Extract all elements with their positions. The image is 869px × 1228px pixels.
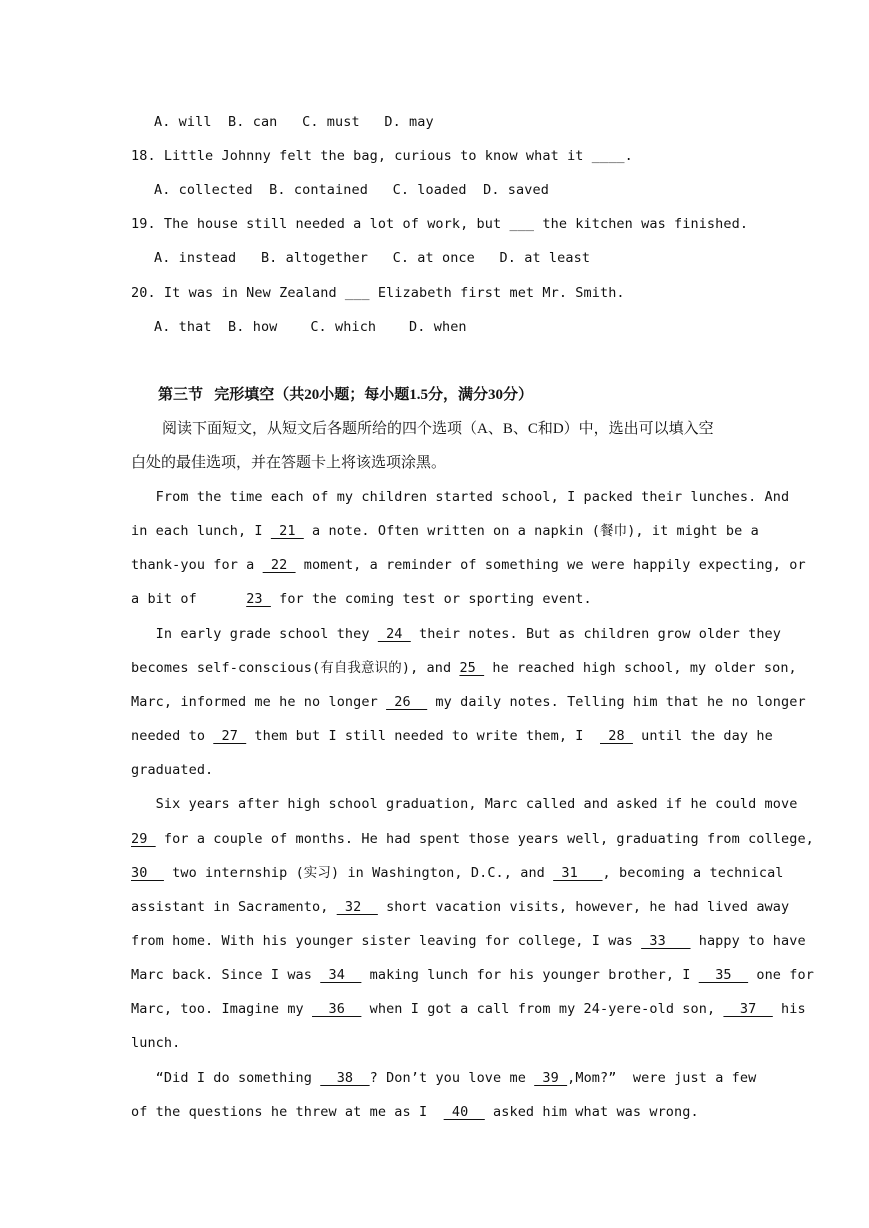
- passage-text: ? Don’t you love me: [369, 1070, 535, 1086]
- answer-options: A. that B. how C. which D. when: [154, 319, 467, 335]
- passage-text: From the time each of my children started school, I packed their lunches. And: [131, 489, 790, 505]
- passage-line: [131, 897, 790, 917]
- passage-text: needed to: [131, 728, 214, 744]
- passage-line: [131, 521, 759, 541]
- answer-blank[interactable]: 21: [270, 523, 304, 539]
- question-text: 19. The house still needed a lot of work, but ___ the kitchen was finished.: [131, 216, 749, 232]
- passage-text: Marc, too. Imagine my: [131, 1001, 313, 1017]
- passage-text: for the coming test or sporting event.: [270, 591, 592, 607]
- passage-line: [131, 965, 814, 985]
- question-text: 18. Little Johnny felt the bag, curious to know what it ____.: [131, 148, 633, 164]
- passage-line: [131, 863, 784, 883]
- passage-line: [131, 999, 806, 1019]
- answer-options: A. instead B. altogether C. at once D. at least: [154, 250, 591, 266]
- passage-line: [131, 487, 790, 507]
- passage-text: for a couple of months. He had spent those years well, graduating from college,: [155, 831, 814, 847]
- passage-line: [131, 794, 798, 814]
- answer-blank[interactable]: 26: [386, 694, 428, 710]
- passage-text: , becoming a technical: [602, 865, 784, 881]
- passage-text: Marc back. Since I was: [131, 967, 321, 983]
- question-text: 20. It was in New Zealand ___ Elizabeth first met Mr. Smith.: [131, 285, 625, 301]
- passage-text: a bit of: [131, 591, 247, 607]
- passage-text: of the questions he threw at me as I: [131, 1104, 444, 1120]
- passage-text: graduated.: [131, 762, 214, 778]
- answer-blank[interactable]: 22: [262, 557, 296, 573]
- passage-line: [131, 726, 773, 746]
- passage-text: his: [772, 1001, 806, 1017]
- passage-text: making lunch for his younger brother, I: [361, 967, 699, 983]
- passage-text: in each lunch, I: [131, 523, 271, 539]
- passage-line: [131, 829, 814, 849]
- passage-line: [131, 692, 806, 712]
- section-title: 第三节 完形填空（共20小题；每小题1.5分，满分30分）: [158, 387, 534, 403]
- passage-text: “Did I do something: [131, 1070, 321, 1086]
- passage-text: becomes self-conscious(有自我意识的), and: [131, 660, 460, 676]
- passage-text: moment, a reminder of something we were happily expecting, or: [295, 557, 806, 573]
- answer-blank[interactable]: 35: [698, 967, 749, 983]
- instruction-line: 白处的最佳选项，并在答题卡上将该选项涂黑。: [131, 455, 447, 471]
- passage-text: two internship (实习) in Washington, D.C., and: [163, 865, 554, 881]
- passage-line: [131, 658, 797, 678]
- passage-text: one for: [748, 967, 814, 983]
- passage-text: Marc, informed me he no longer: [131, 694, 387, 710]
- answer-blank[interactable]: 25: [459, 660, 485, 676]
- answer-blank[interactable]: 24: [377, 626, 411, 642]
- passage-line: [131, 1102, 737, 1122]
- passage-line: [131, 931, 806, 951]
- answer-blank[interactable]: 39: [534, 1070, 568, 1086]
- answer-blank[interactable]: 29: [131, 831, 156, 847]
- answer-blank[interactable]: 32: [336, 899, 378, 915]
- instruction-line: 阅读下面短文，从短文后各题所给的四个选项（A、B、C和D）中，选出可以填入空: [162, 421, 714, 437]
- passage-text: In early grade school they: [131, 626, 378, 642]
- passage-text: Six years after high school graduation, Marc called and asked if he could move: [131, 796, 798, 812]
- passage-text: assistant in Sacramento,: [131, 899, 337, 915]
- passage-line: [131, 555, 806, 575]
- passage-text: lunch.: [131, 1035, 181, 1051]
- answer-blank[interactable]: 34: [320, 967, 362, 983]
- passage-text: when I got a call from my 24-yere-old son,: [361, 1001, 724, 1017]
- passage-text: their notes. But as children grow older they: [410, 626, 782, 642]
- answer-blank[interactable]: 27: [213, 728, 247, 744]
- passage-text: happy to have: [690, 933, 806, 949]
- passage-line: [131, 1068, 757, 1088]
- passage-text: them but I still needed to write them, I: [246, 728, 600, 744]
- passage-text: until the day he: [632, 728, 773, 744]
- answer-blank[interactable]: 36: [312, 1001, 362, 1017]
- passage-line: [131, 624, 782, 644]
- passage-line: [131, 760, 737, 780]
- passage-text: asked him what was wrong.: [484, 1104, 699, 1120]
- answer-options: A. will B. can C. must D. may: [154, 114, 434, 130]
- answer-blank[interactable]: 30: [131, 865, 164, 881]
- passage-text: ,Mom?” were just a few: [567, 1070, 757, 1086]
- answer-options: A. collected B. contained C. loaded D. saved: [154, 182, 549, 198]
- passage-line: [131, 1033, 737, 1053]
- answer-blank[interactable]: 28: [600, 728, 633, 744]
- answer-blank[interactable]: 40: [443, 1104, 485, 1120]
- answer-blank[interactable]: 37: [723, 1001, 773, 1017]
- passage-text: my daily notes. Telling him that he no longer: [427, 694, 806, 710]
- passage-text: a note. Often written on a napkin (餐巾), it might be a: [303, 523, 759, 539]
- answer-blank[interactable]: 31: [553, 865, 603, 881]
- passage-text: short vacation visits, however, he had lived away: [377, 899, 790, 915]
- answer-blank[interactable]: 23: [246, 591, 271, 607]
- passage-text: thank-you for a: [131, 557, 263, 573]
- passage-text: he reached high school, my older son,: [484, 660, 797, 676]
- passage-text: from home. With his younger sister leaving for college, I was: [131, 933, 642, 949]
- passage-line: [131, 589, 737, 609]
- answer-blank[interactable]: 38: [320, 1070, 370, 1086]
- answer-blank[interactable]: 33: [641, 933, 691, 949]
